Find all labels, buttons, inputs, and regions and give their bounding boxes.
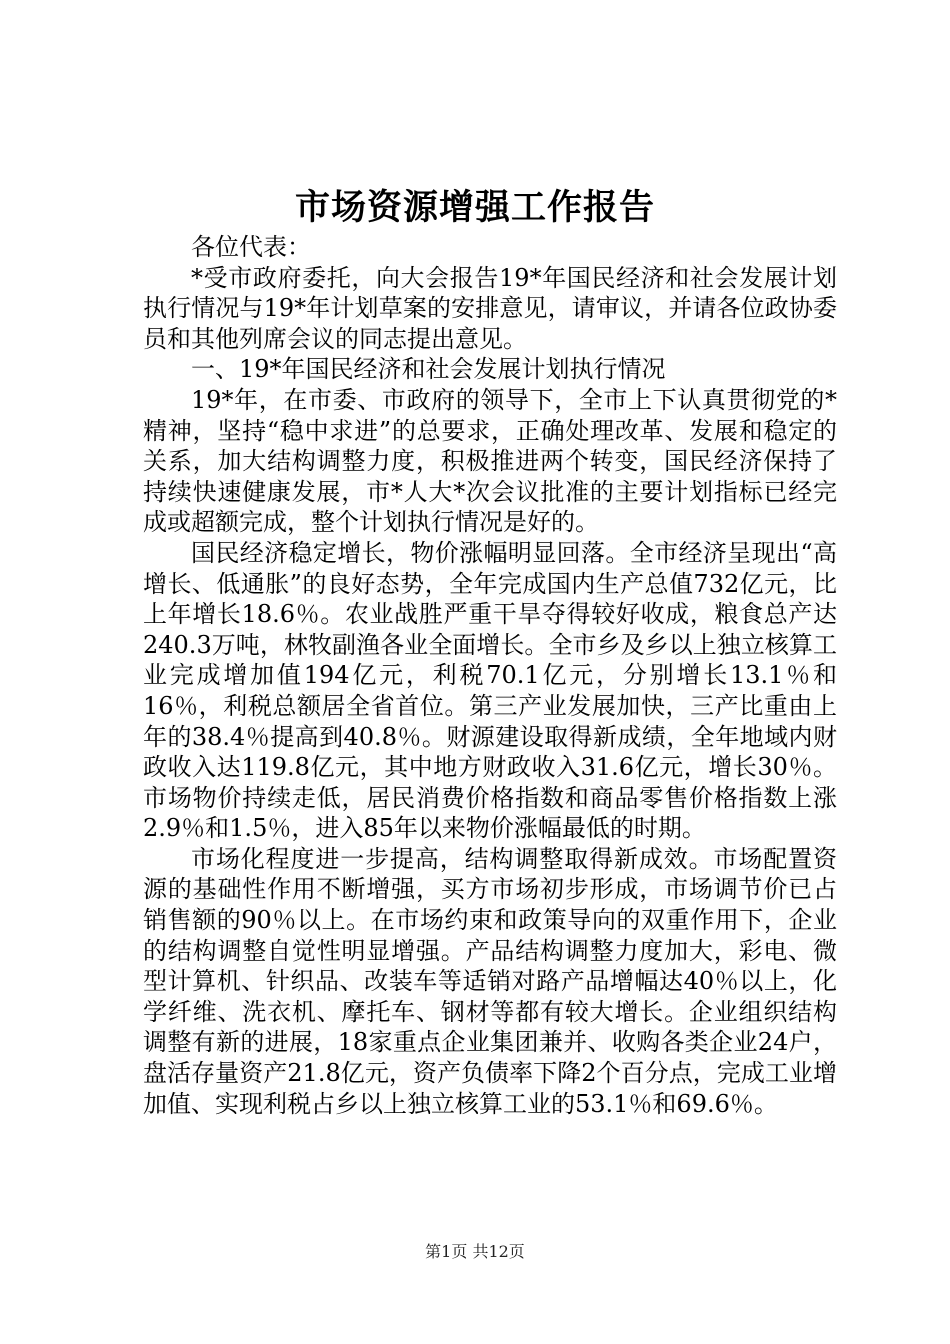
body-paragraph: 市场化程度进一步提高，结构调整取得新成效。市场配置资源的基础性作用不断增强，买方市场初步形成，市场调节价已占销售额的90％以上。在市场约束和政策导向的双重作用下，企业的结构调整自觉性明显增强。产品结构调整力度加大，彩电、微型计算机、针织品、改装车等适销对路产品增幅达40％以上，化学纤维、洗衣机、摩托车、钢材等都有较大增长。企业组织结构调整有新的进展，18家重点企业集团兼并、收购各类企业24户，盘活存量资产21.8亿元，资产负债率下降2个百分点，完成工业增加值、实现利税占乡以上独立核算工业的53.1％和69.6％。	[143, 844, 837, 1118]
salutation-paragraph: 各位代表：	[191, 233, 311, 261]
section-heading: 一、19*年国民经济和社会发展计划执行情况	[191, 355, 666, 384]
body-paragraph: 国民经济稳定增长，物价涨幅明显回落。全市经济呈现出“高增长、低通胀”的良好态势，全年完成国内生产总值732亿元，比上年增长18.6％。农业战胜严重干旱夺得较好收成，粮食总产达240.3万吨，林牧副渔各业全面增长。全市乡及乡以上独立核算工业完成增加值194亿元，利税70.1亿元，分别增长13.1％和16％，利税总额居全省首位。第三产业发展加快，三产比重由上年的38.4％提高到40.8％。财源建设取得新成绩，全年地域内财政收入达119.8亿元，其中地方财政收入31.6亿元，增长30％。市场物价持续走低，居民消费价格指数和商品零售价格指数上涨2.9％和1.5％，进入85年以来物价涨幅最低的时期。	[143, 538, 837, 843]
document-body	[143, 232, 837, 1119]
page-title: 市场资源增强工作报告	[294, 187, 655, 228]
page-footer: 第1页 共12页	[425, 1242, 525, 1261]
body-paragraph: 19*年，在市委、市政府的领导下，全市上下认真贯彻党的*精神，坚持“稳中求进”的总要求，正确处理改革、发展和稳定的关系，加大结构调整力度，积极推进两个转变，国民经济保持了持续快速健康发展，市*人大*次会议批准的主要计划指标已经完成或超额完成，整个计划执行情况是好的。	[143, 385, 837, 537]
intro-paragraph: *受市政府委托，向大会报告19*年国民经济和社会发展计划执行情况与19*年计划草案的安排意见，请审议，并请各位政协委员和其他列席会议的同志提出意见。	[143, 263, 837, 353]
